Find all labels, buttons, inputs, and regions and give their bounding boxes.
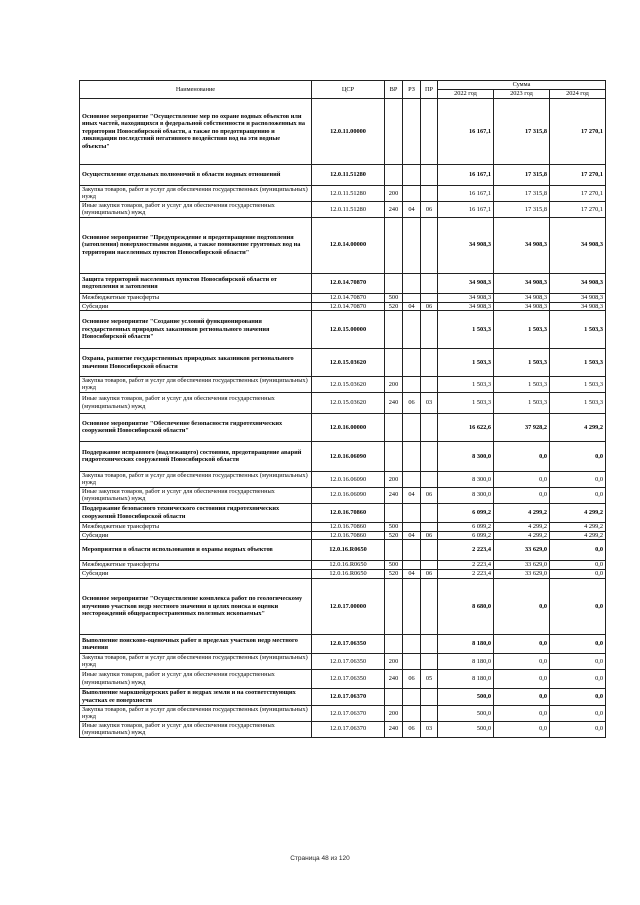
table-row bbox=[80, 217, 606, 273]
cell-2024: 4 299,2 bbox=[550, 503, 606, 522]
table-row bbox=[80, 522, 606, 531]
cell-rz bbox=[403, 579, 421, 635]
cell-rz bbox=[403, 441, 421, 471]
cell-2022: 500,0 bbox=[438, 705, 494, 721]
cell-pr bbox=[421, 522, 438, 531]
cell-2022: 500,0 bbox=[438, 688, 494, 705]
cell-csr: 12.0.14.70870 bbox=[312, 302, 385, 310]
cell-name: Закупка товаров, работ и услуг для обеспечения государственных (муниципальных) нужд bbox=[80, 471, 312, 487]
cell-vr: 240 bbox=[385, 392, 403, 413]
cell-2023: 1 503,3 bbox=[494, 392, 550, 413]
cell-2024: 34 908,3 bbox=[550, 217, 606, 273]
table-row bbox=[80, 705, 606, 721]
cell-pr bbox=[421, 377, 438, 393]
cell-2024: 0,0 bbox=[550, 721, 606, 737]
cell-2023: 17 315,8 bbox=[494, 165, 550, 186]
table-row bbox=[80, 635, 606, 654]
cell-name: Защита территорий населенных пунктов Новосибирской области от подтопления и затопления bbox=[80, 273, 312, 293]
cell-2024: 0,0 bbox=[550, 654, 606, 670]
cell-rz bbox=[403, 186, 421, 202]
cell-2023: 0,0 bbox=[494, 721, 550, 737]
cell-2024: 0,0 bbox=[550, 561, 606, 570]
cell-name: Субсидии bbox=[80, 570, 312, 579]
cell-name: Межбюджетные трансферты bbox=[80, 293, 312, 302]
budget-table bbox=[79, 80, 606, 738]
cell-vr bbox=[385, 273, 403, 293]
cell-name: Основное мероприятие "Обеспечение безопасности гидротехнических сооружений Новосибирской области" bbox=[80, 413, 312, 441]
cell-vr: 200 bbox=[385, 471, 403, 487]
cell-2022: 34 908,3 bbox=[438, 217, 494, 273]
cell-pr bbox=[421, 561, 438, 570]
cell-name: Иные закупки товаров, работ и услуг для обеспечения государственных (муниципальных) нужд bbox=[80, 669, 312, 688]
cell-rz bbox=[403, 522, 421, 531]
cell-2023: 0,0 bbox=[494, 669, 550, 688]
cell-pr: 06 bbox=[421, 201, 438, 217]
cell-rz bbox=[403, 471, 421, 487]
cell-vr bbox=[385, 579, 403, 635]
cell-name: Выполнение маркшейдерских работ в недрах земли и на соответствующих участках ее поверхности bbox=[80, 688, 312, 705]
cell-name: Охрана, развитие государственных природных заказников регионального значения Новосибирской области bbox=[80, 349, 312, 377]
cell-2024: 17 270,1 bbox=[550, 99, 606, 165]
cell-vr: 240 bbox=[385, 721, 403, 737]
cell-csr: 12.0.14.70870 bbox=[312, 293, 385, 302]
cell-rz: 04 bbox=[403, 302, 421, 310]
cell-2024: 0,0 bbox=[550, 487, 606, 503]
table-row bbox=[80, 377, 606, 393]
cell-pr: 06 bbox=[421, 487, 438, 503]
table-row bbox=[80, 293, 606, 302]
cell-2024: 0,0 bbox=[550, 570, 606, 579]
header-year-2023: 2023 год bbox=[494, 90, 550, 99]
cell-csr: 12.0.15.03620 bbox=[312, 349, 385, 377]
cell-2023: 1 503,3 bbox=[494, 311, 550, 349]
cell-2023: 1 503,3 bbox=[494, 349, 550, 377]
cell-name: Иные закупки товаров, работ и услуг для обеспечения государственных (муниципальных) нужд bbox=[80, 392, 312, 413]
cell-pr bbox=[421, 165, 438, 186]
cell-2022: 16 167,1 bbox=[438, 186, 494, 202]
cell-2024: 17 270,1 bbox=[550, 186, 606, 202]
table-row bbox=[80, 654, 606, 670]
cell-name: Субсидии bbox=[80, 302, 312, 310]
cell-2022: 1 503,3 bbox=[438, 377, 494, 393]
cell-name: Основное мероприятие "Осуществление мер по охране водных объектов или иных частей, находящихся в федеральной собственности и расположенных на территории Новосибирской области, а также по предотвращению и ликвидации последствий негативного воздействия вод на эти водные объекты" bbox=[80, 99, 312, 165]
cell-pr bbox=[421, 705, 438, 721]
table-row bbox=[80, 392, 606, 413]
cell-csr: 12.0.16.70860 bbox=[312, 531, 385, 539]
cell-2022: 8 680,0 bbox=[438, 579, 494, 635]
cell-pr bbox=[421, 503, 438, 522]
cell-rz bbox=[403, 99, 421, 165]
cell-2023: 17 315,8 bbox=[494, 99, 550, 165]
cell-pr: 06 bbox=[421, 570, 438, 579]
cell-rz bbox=[403, 540, 421, 561]
cell-2024: 0,0 bbox=[550, 705, 606, 721]
cell-name: Межбюджетные трансферты bbox=[80, 522, 312, 531]
cell-vr bbox=[385, 217, 403, 273]
cell-2022: 2 223,4 bbox=[438, 570, 494, 579]
header-year-2024: 2024 год bbox=[550, 90, 606, 99]
cell-name: Закупка товаров, работ и услуг для обеспечения государственных (муниципальных) нужд bbox=[80, 377, 312, 393]
cell-pr bbox=[421, 99, 438, 165]
cell-2022: 34 908,3 bbox=[438, 273, 494, 293]
cell-vr: 240 bbox=[385, 669, 403, 688]
table-row bbox=[80, 201, 606, 217]
table-row bbox=[80, 302, 606, 310]
cell-2022: 16 167,1 bbox=[438, 165, 494, 186]
cell-pr bbox=[421, 349, 438, 377]
cell-rz bbox=[403, 705, 421, 721]
table-row bbox=[80, 273, 606, 293]
cell-2022: 1 503,3 bbox=[438, 392, 494, 413]
cell-rz: 04 bbox=[403, 487, 421, 503]
cell-rz bbox=[403, 561, 421, 570]
cell-2024: 0,0 bbox=[550, 579, 606, 635]
cell-vr: 500 bbox=[385, 293, 403, 302]
cell-2024: 0,0 bbox=[550, 471, 606, 487]
cell-2022: 500,0 bbox=[438, 721, 494, 737]
cell-rz bbox=[403, 503, 421, 522]
cell-pr bbox=[421, 293, 438, 302]
cell-vr bbox=[385, 503, 403, 522]
cell-vr bbox=[385, 413, 403, 441]
cell-csr: 12.0.15.00000 bbox=[312, 311, 385, 349]
cell-rz bbox=[403, 654, 421, 670]
cell-csr: 12.0.17.00000 bbox=[312, 579, 385, 635]
cell-2023: 17 315,8 bbox=[494, 201, 550, 217]
cell-vr bbox=[385, 688, 403, 705]
cell-2023: 1 503,3 bbox=[494, 377, 550, 393]
cell-2024: 0,0 bbox=[550, 635, 606, 654]
cell-name: Основное мероприятие "Создание условий функционирования государственных природных заказников регионального значения Новосибирской области" bbox=[80, 311, 312, 349]
cell-2022: 8 300,0 bbox=[438, 487, 494, 503]
cell-pr: 06 bbox=[421, 531, 438, 539]
cell-2022: 16 622,6 bbox=[438, 413, 494, 441]
cell-csr: 12.0.16.06090 bbox=[312, 441, 385, 471]
cell-pr: 06 bbox=[421, 302, 438, 310]
table-row bbox=[80, 669, 606, 688]
cell-rz: 06 bbox=[403, 669, 421, 688]
cell-pr bbox=[421, 654, 438, 670]
cell-rz bbox=[403, 688, 421, 705]
cell-name: Мероприятия в области использования и охраны водных объектов bbox=[80, 540, 312, 561]
cell-vr: 500 bbox=[385, 561, 403, 570]
cell-2023: 34 908,3 bbox=[494, 217, 550, 273]
cell-rz bbox=[403, 311, 421, 349]
cell-rz bbox=[403, 273, 421, 293]
cell-name: Осуществление отдельных полномочий в области водных отношений bbox=[80, 165, 312, 186]
cell-2023: 34 908,3 bbox=[494, 302, 550, 310]
cell-csr: 12.0.17.06350 bbox=[312, 669, 385, 688]
cell-2022: 16 167,1 bbox=[438, 201, 494, 217]
cell-csr: 12.0.17.06370 bbox=[312, 721, 385, 737]
cell-csr: 12.0.16.70860 bbox=[312, 522, 385, 531]
table-row bbox=[80, 579, 606, 635]
table-row bbox=[80, 99, 606, 165]
cell-2022: 2 223,4 bbox=[438, 540, 494, 561]
cell-2024: 0,0 bbox=[550, 669, 606, 688]
cell-csr: 12.0.16.00000 bbox=[312, 413, 385, 441]
cell-2022: 1 503,3 bbox=[438, 311, 494, 349]
cell-vr bbox=[385, 441, 403, 471]
cell-name: Закупка товаров, работ и услуг для обеспечения государственных (муниципальных) нужд bbox=[80, 705, 312, 721]
cell-2023: 4 299,2 bbox=[494, 522, 550, 531]
cell-pr bbox=[421, 441, 438, 471]
cell-2023: 0,0 bbox=[494, 579, 550, 635]
cell-name: Иные закупки товаров, работ и услуг для обеспечения государственных (муниципальных) нужд bbox=[80, 201, 312, 217]
cell-csr: 12.0.16.R0650 bbox=[312, 570, 385, 579]
cell-2022: 6 099,2 bbox=[438, 503, 494, 522]
cell-vr bbox=[385, 540, 403, 561]
cell-name: Поддержание безопасного технического состояния гидротехнических сооружений Новосибирской области bbox=[80, 503, 312, 522]
table-row bbox=[80, 561, 606, 570]
cell-2023: 37 928,2 bbox=[494, 413, 550, 441]
cell-pr bbox=[421, 635, 438, 654]
cell-csr: 12.0.16.06090 bbox=[312, 487, 385, 503]
cell-name: Закупка товаров, работ и услуг для обеспечения государственных (муниципальных) нужд bbox=[80, 654, 312, 670]
cell-2023: 0,0 bbox=[494, 688, 550, 705]
table-row bbox=[80, 186, 606, 202]
table-row bbox=[80, 531, 606, 539]
cell-2023: 34 908,3 bbox=[494, 293, 550, 302]
cell-pr: 03 bbox=[421, 392, 438, 413]
cell-rz: 04 bbox=[403, 531, 421, 539]
cell-rz: 06 bbox=[403, 721, 421, 737]
cell-2023: 17 315,8 bbox=[494, 186, 550, 202]
cell-pr bbox=[421, 273, 438, 293]
table-row bbox=[80, 503, 606, 522]
header-year-2022: 2022 год bbox=[438, 90, 494, 99]
cell-2022: 8 300,0 bbox=[438, 471, 494, 487]
cell-csr: 12.0.16.R0650 bbox=[312, 540, 385, 561]
cell-2023: 34 908,3 bbox=[494, 273, 550, 293]
cell-csr: 12.0.16.06090 bbox=[312, 471, 385, 487]
table-row bbox=[80, 471, 606, 487]
cell-csr: 12.0.11.51280 bbox=[312, 186, 385, 202]
cell-2024: 1 503,3 bbox=[550, 377, 606, 393]
cell-csr: 12.0.17.06370 bbox=[312, 705, 385, 721]
cell-2024: 0,0 bbox=[550, 441, 606, 471]
cell-2022: 16 167,1 bbox=[438, 99, 494, 165]
cell-name: Межбюджетные трансферты bbox=[80, 561, 312, 570]
header-sum: Сумма bbox=[438, 81, 606, 90]
table-row bbox=[80, 688, 606, 705]
cell-vr: 200 bbox=[385, 654, 403, 670]
cell-vr: 200 bbox=[385, 705, 403, 721]
cell-csr: 12.0.14.00000 bbox=[312, 217, 385, 273]
cell-vr: 520 bbox=[385, 531, 403, 539]
cell-2024: 34 908,3 bbox=[550, 273, 606, 293]
cell-csr: 12.0.16.70860 bbox=[312, 503, 385, 522]
cell-2024: 4 299,2 bbox=[550, 531, 606, 539]
cell-csr: 12.0.15.03620 bbox=[312, 392, 385, 413]
cell-2024: 17 270,1 bbox=[550, 165, 606, 186]
cell-rz bbox=[403, 293, 421, 302]
cell-vr: 520 bbox=[385, 302, 403, 310]
cell-2022: 6 099,2 bbox=[438, 531, 494, 539]
cell-csr: 12.0.11.51280 bbox=[312, 201, 385, 217]
cell-2022: 8 180,0 bbox=[438, 669, 494, 688]
cell-2022: 8 300,0 bbox=[438, 441, 494, 471]
cell-csr: 12.0.16.R0650 bbox=[312, 561, 385, 570]
cell-rz bbox=[403, 217, 421, 273]
cell-name: Основное мероприятие "Осуществление комплекса работ по геологическому изучению участков недр местного значения в целях поиска и оценки месторождений общераспространенных полезных ископаемых" bbox=[80, 579, 312, 635]
cell-2022: 8 180,0 bbox=[438, 635, 494, 654]
table-row bbox=[80, 165, 606, 186]
cell-2022: 2 223,4 bbox=[438, 561, 494, 570]
cell-2023: 33 629,0 bbox=[494, 570, 550, 579]
cell-2023: 0,0 bbox=[494, 635, 550, 654]
cell-2024: 4 299,2 bbox=[550, 522, 606, 531]
cell-2024: 4 299,2 bbox=[550, 413, 606, 441]
cell-name: Выполнение поисково-оценочных работ в пределах участков недр местного значения bbox=[80, 635, 312, 654]
cell-2023: 33 629,0 bbox=[494, 561, 550, 570]
cell-pr bbox=[421, 413, 438, 441]
cell-pr bbox=[421, 540, 438, 561]
cell-rz bbox=[403, 413, 421, 441]
header-name: Наименование bbox=[80, 81, 312, 99]
cell-csr: 12.0.17.06350 bbox=[312, 635, 385, 654]
cell-vr: 200 bbox=[385, 377, 403, 393]
table-row bbox=[80, 487, 606, 503]
cell-pr: 05 bbox=[421, 669, 438, 688]
cell-rz bbox=[403, 635, 421, 654]
cell-2024: 0,0 bbox=[550, 540, 606, 561]
cell-vr bbox=[385, 165, 403, 186]
cell-csr: 12.0.17.06350 bbox=[312, 654, 385, 670]
table-row bbox=[80, 540, 606, 561]
cell-csr: 12.0.14.70870 bbox=[312, 273, 385, 293]
cell-2023: 0,0 bbox=[494, 471, 550, 487]
cell-2022: 1 503,3 bbox=[438, 349, 494, 377]
cell-2023: 4 299,2 bbox=[494, 503, 550, 522]
cell-vr: 240 bbox=[385, 487, 403, 503]
cell-rz bbox=[403, 349, 421, 377]
cell-csr: 12.0.11.00000 bbox=[312, 99, 385, 165]
cell-2024: 1 503,3 bbox=[550, 392, 606, 413]
cell-2023: 0,0 bbox=[494, 487, 550, 503]
cell-2024: 34 908,3 bbox=[550, 302, 606, 310]
cell-rz: 04 bbox=[403, 201, 421, 217]
table-row bbox=[80, 570, 606, 579]
cell-rz: 04 bbox=[403, 570, 421, 579]
header-pr: ПР bbox=[421, 81, 438, 99]
cell-vr: 240 bbox=[385, 201, 403, 217]
cell-name: Иные закупки товаров, работ и услуг для обеспечения государственных (муниципальных) нужд bbox=[80, 487, 312, 503]
cell-2023: 4 299,2 bbox=[494, 531, 550, 539]
table-row bbox=[80, 349, 606, 377]
cell-2022: 34 908,3 bbox=[438, 302, 494, 310]
cell-pr: 03 bbox=[421, 721, 438, 737]
table-row bbox=[80, 311, 606, 349]
cell-pr bbox=[421, 688, 438, 705]
cell-pr bbox=[421, 311, 438, 349]
table-row bbox=[80, 441, 606, 471]
cell-name: Иные закупки товаров, работ и услуг для обеспечения государственных (муниципальных) нужд bbox=[80, 721, 312, 737]
cell-2024: 1 503,3 bbox=[550, 311, 606, 349]
cell-vr: 200 bbox=[385, 186, 403, 202]
cell-2023: 0,0 bbox=[494, 705, 550, 721]
header-vr: ВР bbox=[385, 81, 403, 99]
cell-vr: 500 bbox=[385, 522, 403, 531]
header-rz: РЗ bbox=[403, 81, 421, 99]
cell-csr: 12.0.17.06370 bbox=[312, 688, 385, 705]
cell-rz: 06 bbox=[403, 392, 421, 413]
table-body bbox=[80, 99, 606, 738]
table-row bbox=[80, 721, 606, 737]
page-number: Страница 48 из 120 bbox=[290, 855, 350, 862]
cell-2024: 1 503,3 bbox=[550, 349, 606, 377]
cell-vr bbox=[385, 99, 403, 165]
cell-rz bbox=[403, 377, 421, 393]
cell-pr bbox=[421, 217, 438, 273]
cell-pr bbox=[421, 471, 438, 487]
cell-2024: 34 908,3 bbox=[550, 293, 606, 302]
cell-pr bbox=[421, 579, 438, 635]
cell-2022: 8 180,0 bbox=[438, 654, 494, 670]
cell-vr bbox=[385, 635, 403, 654]
cell-csr: 12.0.11.51280 bbox=[312, 165, 385, 186]
header-csr: ЦСР bbox=[312, 81, 385, 99]
cell-pr bbox=[421, 186, 438, 202]
cell-rz bbox=[403, 165, 421, 186]
cell-2022: 34 908,3 bbox=[438, 293, 494, 302]
cell-2023: 33 629,0 bbox=[494, 540, 550, 561]
table-row bbox=[80, 413, 606, 441]
cell-name: Основное мероприятие "Предупреждение и предотвращение подтопления (затопления) поверхностными водами, а также понижение грунтовых вод на территории населенных пунктов Новосибирской области" bbox=[80, 217, 312, 273]
cell-2023: 0,0 bbox=[494, 441, 550, 471]
cell-name: Субсидии bbox=[80, 531, 312, 539]
cell-name: Поддержание исправного (надлежащего) состояния, предотвращение аварий гидротехнических сооружений Новосибирской области bbox=[80, 441, 312, 471]
cell-csr: 12.0.15.03620 bbox=[312, 377, 385, 393]
cell-2024: 0,0 bbox=[550, 688, 606, 705]
cell-2023: 0,0 bbox=[494, 654, 550, 670]
cell-vr bbox=[385, 349, 403, 377]
cell-vr: 520 bbox=[385, 570, 403, 579]
cell-vr bbox=[385, 311, 403, 349]
cell-2022: 6 099,2 bbox=[438, 522, 494, 531]
cell-name: Закупка товаров, работ и услуг для обеспечения государственных (муниципальных) нужд bbox=[80, 186, 312, 202]
cell-2024: 17 270,1 bbox=[550, 201, 606, 217]
